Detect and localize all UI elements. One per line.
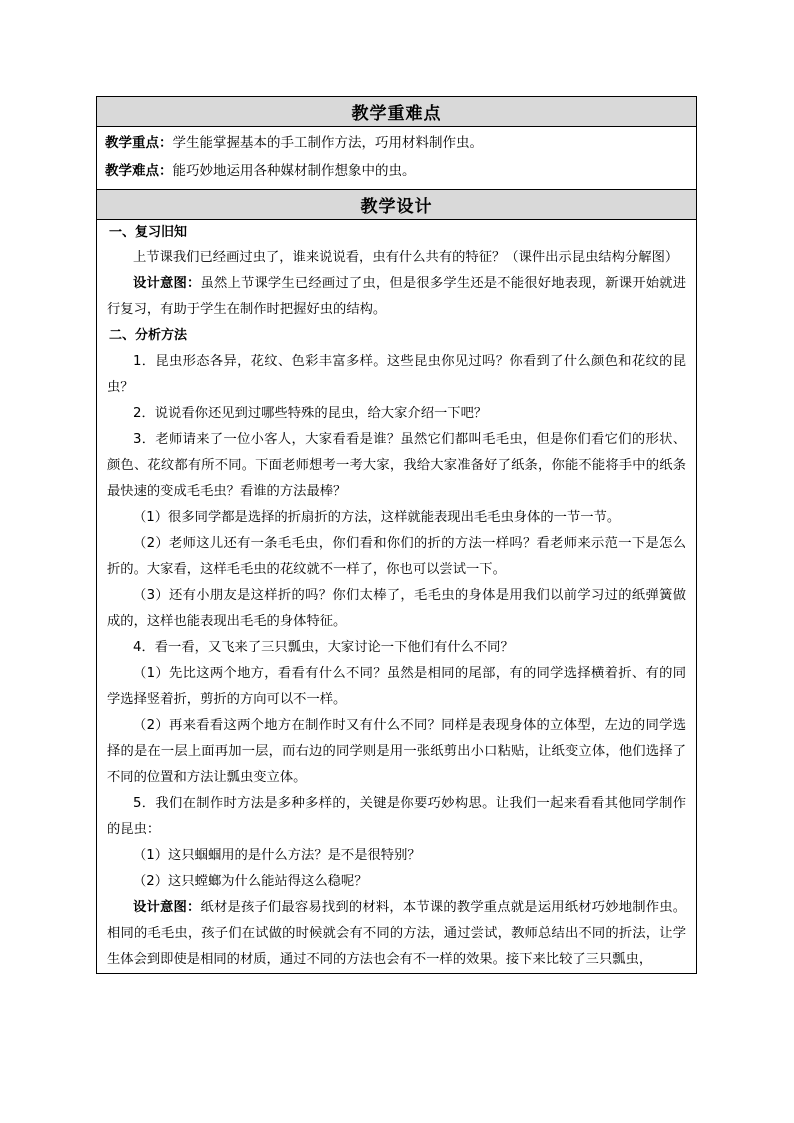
- design-intent-label: 设计意图：: [133, 276, 201, 291]
- design-intent-text-2: 纸材是孩子们最容易找到的材料，本节课的教学重点就是运用纸材巧妙地制作虫。相同的毛毛虫，孩子们在试做的时候就会有不同的方法，通过尝试，教师总结出不同的折法，让学生体会到即使是相同的材质，通过不同的方法也会有不一样的效果。接下来比较了三只瓢虫，: [107, 900, 687, 967]
- design-section-body: [97, 220, 696, 973]
- difficult-points-text: 能巧妙地运用各种媒材制作想象中的虫。: [172, 163, 416, 179]
- question-5-item-1: （1）这只蝈蝈用的是什么方法？是不是很特别？: [133, 848, 421, 863]
- question-2: 2．说说看你还见到过哪些特殊的昆虫，给大家介绍一下吧？: [133, 406, 488, 421]
- question-3: 3．老师请来了一位小客人，大家看看是谁？虽然它们都叫毛毛虫，但是你们看它们的形状、颜色、花纹都有所不同。下面老师想考一考大家，我给大家准备好了纸条，你能不能将手中的纸条最快速的变成毛毛虫？看谁的方法最棒？: [107, 432, 686, 499]
- design-section-title: 教学设计: [97, 190, 696, 220]
- question-3-item-1: （1）很多同学都是选择的折扇折的方法，这样就能表现出毛毛虫身体的一节一节。: [133, 510, 621, 525]
- design-intent-text: 虽然上节课学生已经画过了虫，但是很多学生还是不能很好地表现，新课开始就进行复习，有助于学生在制作时把握好虫的结构。: [107, 276, 687, 317]
- design-intent-label-2: 设计意图：: [133, 900, 201, 915]
- question-4-item-2: （2）再来看看这两个地方在制作时又有什么不同？同样是表现身体的立体型，左边的同学选择的是在一层上面再加一层，而右边的同学则是用一张纸剪出小口粘贴，让纸变立体，他们选择了不同的位置和方法让瓢虫变立体。: [107, 718, 686, 785]
- part2-heading: 二、分析方法: [109, 328, 188, 343]
- question-1: 1．昆虫形态各异，花纹、色彩丰富多样。这些昆虫你见过吗？你看到了什么颜色和花纹的昆虫？: [107, 354, 686, 395]
- key-points-text: 学生能掌握基本的手工制作方法，巧用材料制作虫。: [172, 135, 483, 151]
- question-5: 5．我们在制作时方法是多种多样的，关键是你要巧妙构思。让我们一起来看看其他同学制作的昆虫：: [107, 796, 686, 837]
- part1-heading: 一、复习旧知: [109, 225, 188, 240]
- question-3-item-2: （2）老师这儿还有一条毛毛虫，你们看和你们的折的方法一样吗？看老师来示范一下是怎么折的。大家看，这样毛毛虫的花纹就不一样了，你也可以尝试一下。: [107, 536, 686, 577]
- question-3-item-3: （3）还有小朋友是这样折的吗？你们太棒了，毛毛虫的身体是用我们以前学习过的纸弹簧做成的，这样也能表现出毛毛的身体特征。: [107, 588, 686, 629]
- question-4-item-1: （1）先比这两个地方，看看有什么不同？虽然是相同的尾部，有的同学选择横着折、有的同学选择竖着折，剪折的方向可以不一样。: [107, 666, 686, 707]
- key-points-line: [105, 129, 688, 157]
- lesson-plan-table: [96, 96, 697, 974]
- design-intent-paragraph-2: [107, 895, 686, 973]
- design-intent-paragraph-1: [107, 271, 686, 323]
- difficulty-section-title: 教学重难点: [97, 97, 696, 127]
- difficulty-section-body: [97, 127, 696, 190]
- difficult-points-line: [105, 157, 688, 185]
- review-paragraph: 上节课我们已经画过虫了，谁来说说看，虫有什么共有的特征？（课件出示昆虫结构分解图）: [133, 250, 679, 265]
- question-5-item-2: （2）这只螳螂为什么能站得这么稳呢？: [133, 874, 368, 889]
- difficult-points-label: 教学难点：: [105, 163, 173, 179]
- key-points-label: 教学重点：: [105, 135, 173, 151]
- question-4: 4．看一看，又飞来了三只瓢虫，大家讨论一下他们有什么不同？: [133, 640, 514, 655]
